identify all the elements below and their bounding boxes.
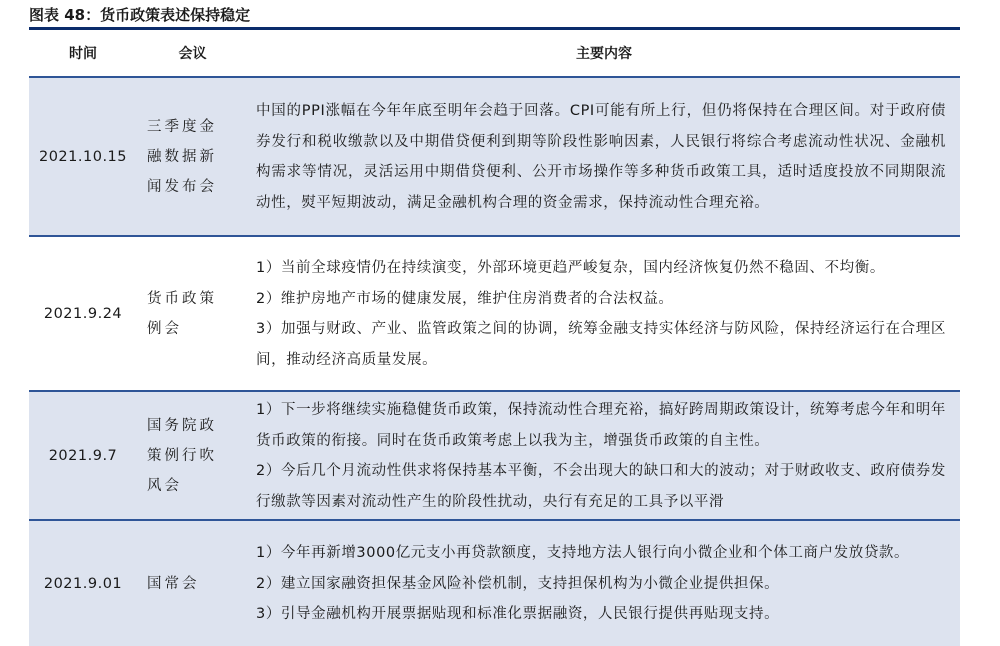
policy-table (29, 30, 960, 646)
row-meeting (137, 77, 248, 236)
row-date: 2021.10.15 (29, 77, 137, 236)
content-paragraph: 1）下一步将继续实施稳健货币政策，保持流动性合理充裕，搞好跨周期政策设计，统筹考虑今年和明年货币政策的衔接。同时在货币政策考虑上以我为主，增强货币政策的自主性。 (256, 402, 946, 449)
content-paragraph: 2）维护房地产市场的健康发展，维护住房消费者的合法权益。 (256, 290, 674, 307)
content-paragraph: 中国的PPI涨幅在今年年底至明年会趋于回落。CPI可能有所上行，但仍将保持在合理区间。对于政府债券发行和税收缴款以及中期借贷便利到期等阶段性影响因素，人民银行将综合考虑流动性状况、金融机构需求等情况，灵活运用中期借贷便利、公开市场操作等多种货币政策工具，适时适度投放不同期限流动性，熨平短期波动，满足金融机构合理的资金需求，保持流动性合理充裕。 (256, 103, 946, 211)
row-date: 2021.9.24 (29, 236, 137, 391)
table-row (29, 391, 960, 520)
table-header-row (29, 30, 960, 77)
header-meeting: 会议 (137, 30, 248, 77)
table-row (29, 236, 960, 391)
meeting-line: 例会 (147, 320, 182, 337)
content-paragraph: 2）今后几个月流动性供求将保持基本平衡，不会出现大的缺口和大的波动；对于财政收支、政府债券发行缴款等因素对流动性产生的阶段性扰动，央行有充足的工具予以平滑 (256, 463, 946, 510)
meeting-line: 三季度金 (147, 118, 217, 135)
content-paragraph: 3）加强与财政、产业、监管政策之间的协调，统筹金融支持实体经济与防风险，保持经济运行在合理区间，推动经济高质量发展。 (256, 321, 946, 368)
meeting-line: 闻发布会 (147, 178, 217, 195)
meeting-line: 策例行吹 (147, 447, 217, 464)
table-row (29, 77, 960, 236)
row-meeting (137, 520, 248, 646)
figure-title: 图表 48：货币政策表述保持稳定 (29, 6, 251, 24)
header-content: 主要内容 (248, 30, 960, 77)
table-row (29, 520, 960, 646)
header-date: 时间 (29, 30, 137, 77)
meeting-line: 国务院政 (147, 417, 217, 434)
row-content (248, 236, 960, 391)
content-paragraph: 1）当前全球疫情仍在持续演变，外部环境更趋严峻复杂，国内经济恢复仍然不稳固、不均衡。 (256, 260, 885, 276)
row-meeting (137, 236, 248, 391)
row-content (248, 77, 960, 236)
row-date: 2021.9.01 (29, 520, 137, 646)
meeting-line: 国常会 (147, 575, 200, 592)
content-paragraph: 2）建立国家融资担保基金风险补偿机制，支持担保机构为小微企业提供担保。 (256, 575, 780, 592)
row-meeting (137, 391, 248, 520)
content-paragraph: 1）今年再新增3000亿元支小再贷款额度，支持地方法人银行向小微企业和个体工商户发放贷款。 (256, 545, 910, 562)
row-content (248, 391, 960, 520)
row-content (248, 520, 960, 646)
meeting-line: 货币政策 (147, 290, 217, 307)
meeting-line: 风会 (147, 477, 182, 494)
content-paragraph: 3）引导金融机构开展票据贴现和标准化票据融资，人民银行提供再贴现支持。 (256, 606, 780, 623)
meeting-line: 融数据新 (147, 148, 217, 165)
row-date: 2021.9.7 (29, 391, 137, 520)
